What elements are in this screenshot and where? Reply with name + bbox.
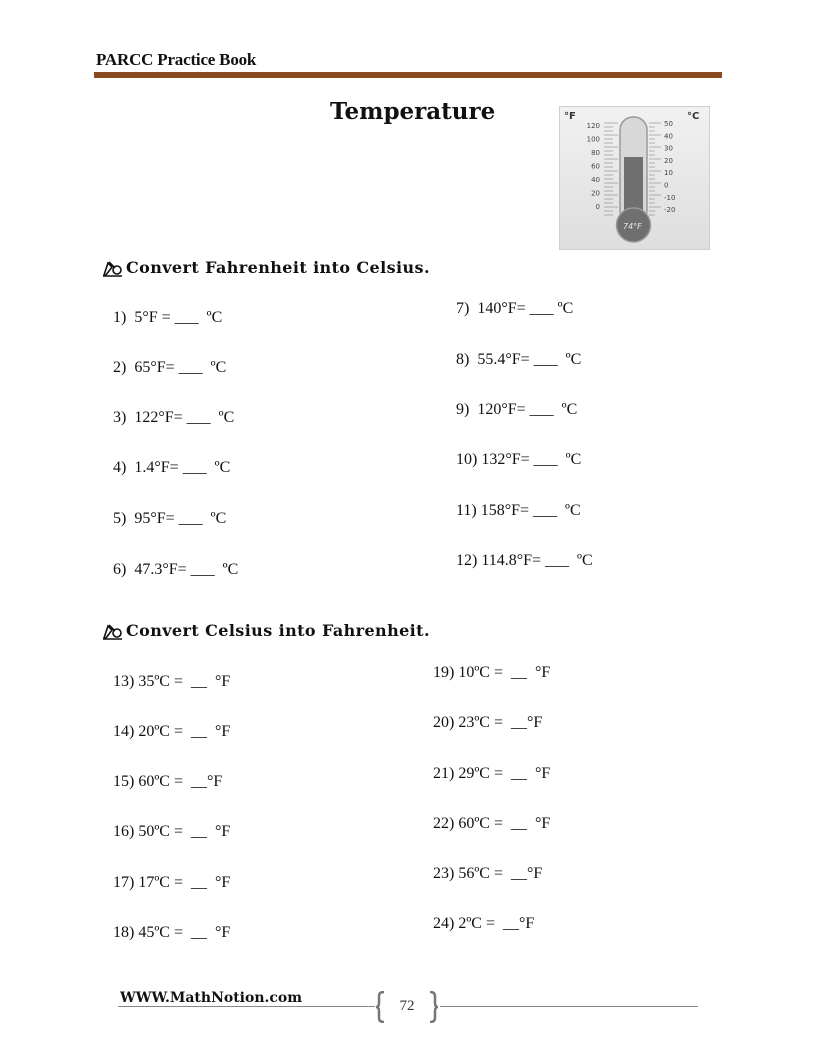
footer-divider-left — [118, 1006, 375, 1007]
question-8: 8) 55.4°F= ___ ºC — [456, 351, 582, 368]
header-title: PARCC Practice Book — [96, 50, 257, 69]
question-20: 20) 23ºC = __°F — [433, 714, 543, 731]
celsius-tick-label: 40 — [664, 132, 673, 141]
fahrenheit-tick-label: 120 — [586, 122, 600, 130]
question-10: 10) 132°F= ___ ºC — [456, 451, 582, 468]
question-11: 11) 158°F= ___ ºC — [456, 502, 581, 519]
section2-heading — [102, 621, 430, 640]
question-13: 13) 35ºC = __ °F — [113, 673, 231, 690]
fahrenheit-tick-label: 0 — [595, 203, 600, 211]
celsius-tick-label: -20 — [664, 206, 676, 215]
celsius-tick-label: 30 — [664, 144, 673, 153]
fahrenheit-tick-label: 20 — [591, 189, 600, 198]
celsius-tick-label: 0 — [664, 181, 669, 190]
celsius-tick-label: 10 — [664, 169, 673, 178]
question-17: 17) 17ºC = __ °F — [113, 874, 231, 891]
pencil-icon — [102, 259, 124, 277]
question-16: 16) 50ºC = __ °F — [113, 823, 231, 840]
question-4: 4) 1.4°F= ___ ºC — [113, 459, 231, 476]
fahrenheit-tick-label: 60 — [591, 162, 600, 171]
question-15: 15) 60ºC = __°F — [113, 773, 223, 790]
question-6: 6) 47.3°F= ___ ºC — [113, 561, 239, 578]
pencil-icon — [102, 622, 124, 640]
question-14: 14) 20ºC = __ °F — [113, 723, 231, 740]
question-7: 7) 140°F= ___ ºC — [456, 300, 574, 317]
question-3: 3) 122°F= ___ ºC — [113, 409, 235, 426]
footer-website: WWW.MathNotion.com — [120, 990, 303, 1006]
fahrenheit-tick-label: 80 — [591, 149, 600, 157]
bulb-label: 74°F — [623, 222, 642, 231]
celsius-tick-label: 20 — [664, 156, 673, 165]
section1-heading-text: Convert Fahrenheit into Celsius. — [126, 258, 430, 277]
question-24: 24) 2ºC = __°F — [433, 915, 535, 932]
footer-divider-right — [440, 1006, 698, 1007]
question-18: 18) 45ºC = __ °F — [113, 924, 231, 941]
header-divider — [94, 72, 722, 78]
celsius-unit: °C — [687, 111, 700, 122]
question-22: 22) 60ºC = __ °F — [433, 815, 551, 832]
fahrenheit-unit: °F — [564, 111, 576, 122]
thermometer-image — [559, 106, 710, 250]
question-2: 2) 65°F= ___ ºC — [113, 359, 227, 376]
question-23: 23) 56ºC = __°F — [433, 865, 543, 882]
question-1: 1) 5°F = ___ ºC — [113, 309, 223, 326]
celsius-scale — [664, 120, 675, 214]
question-21: 21) 29ºC = __ °F — [433, 765, 551, 782]
celsius-tick-label: -10 — [664, 193, 676, 202]
thermometer-graphic — [560, 107, 709, 249]
fahrenheit-tick-label: 40 — [591, 176, 600, 184]
page-title: Temperature — [330, 98, 496, 125]
question-19: 19) 10ºC = __ °F — [433, 664, 551, 681]
celsius-tick-label: 50 — [664, 120, 673, 128]
question-9: 9) 120°F= ___ ºC — [456, 401, 578, 418]
section1-heading — [102, 258, 430, 277]
question-5: 5) 95°F= ___ ºC — [113, 510, 227, 527]
fahrenheit-tick-label: 100 — [586, 135, 600, 144]
fahrenheit-scale — [587, 122, 600, 211]
question-12: 12) 114.8°F= ___ ºC — [456, 552, 593, 569]
section2-heading-text: Convert Celsius into Fahrenheit. — [126, 621, 430, 640]
page-number: 72 — [399, 998, 415, 1014]
